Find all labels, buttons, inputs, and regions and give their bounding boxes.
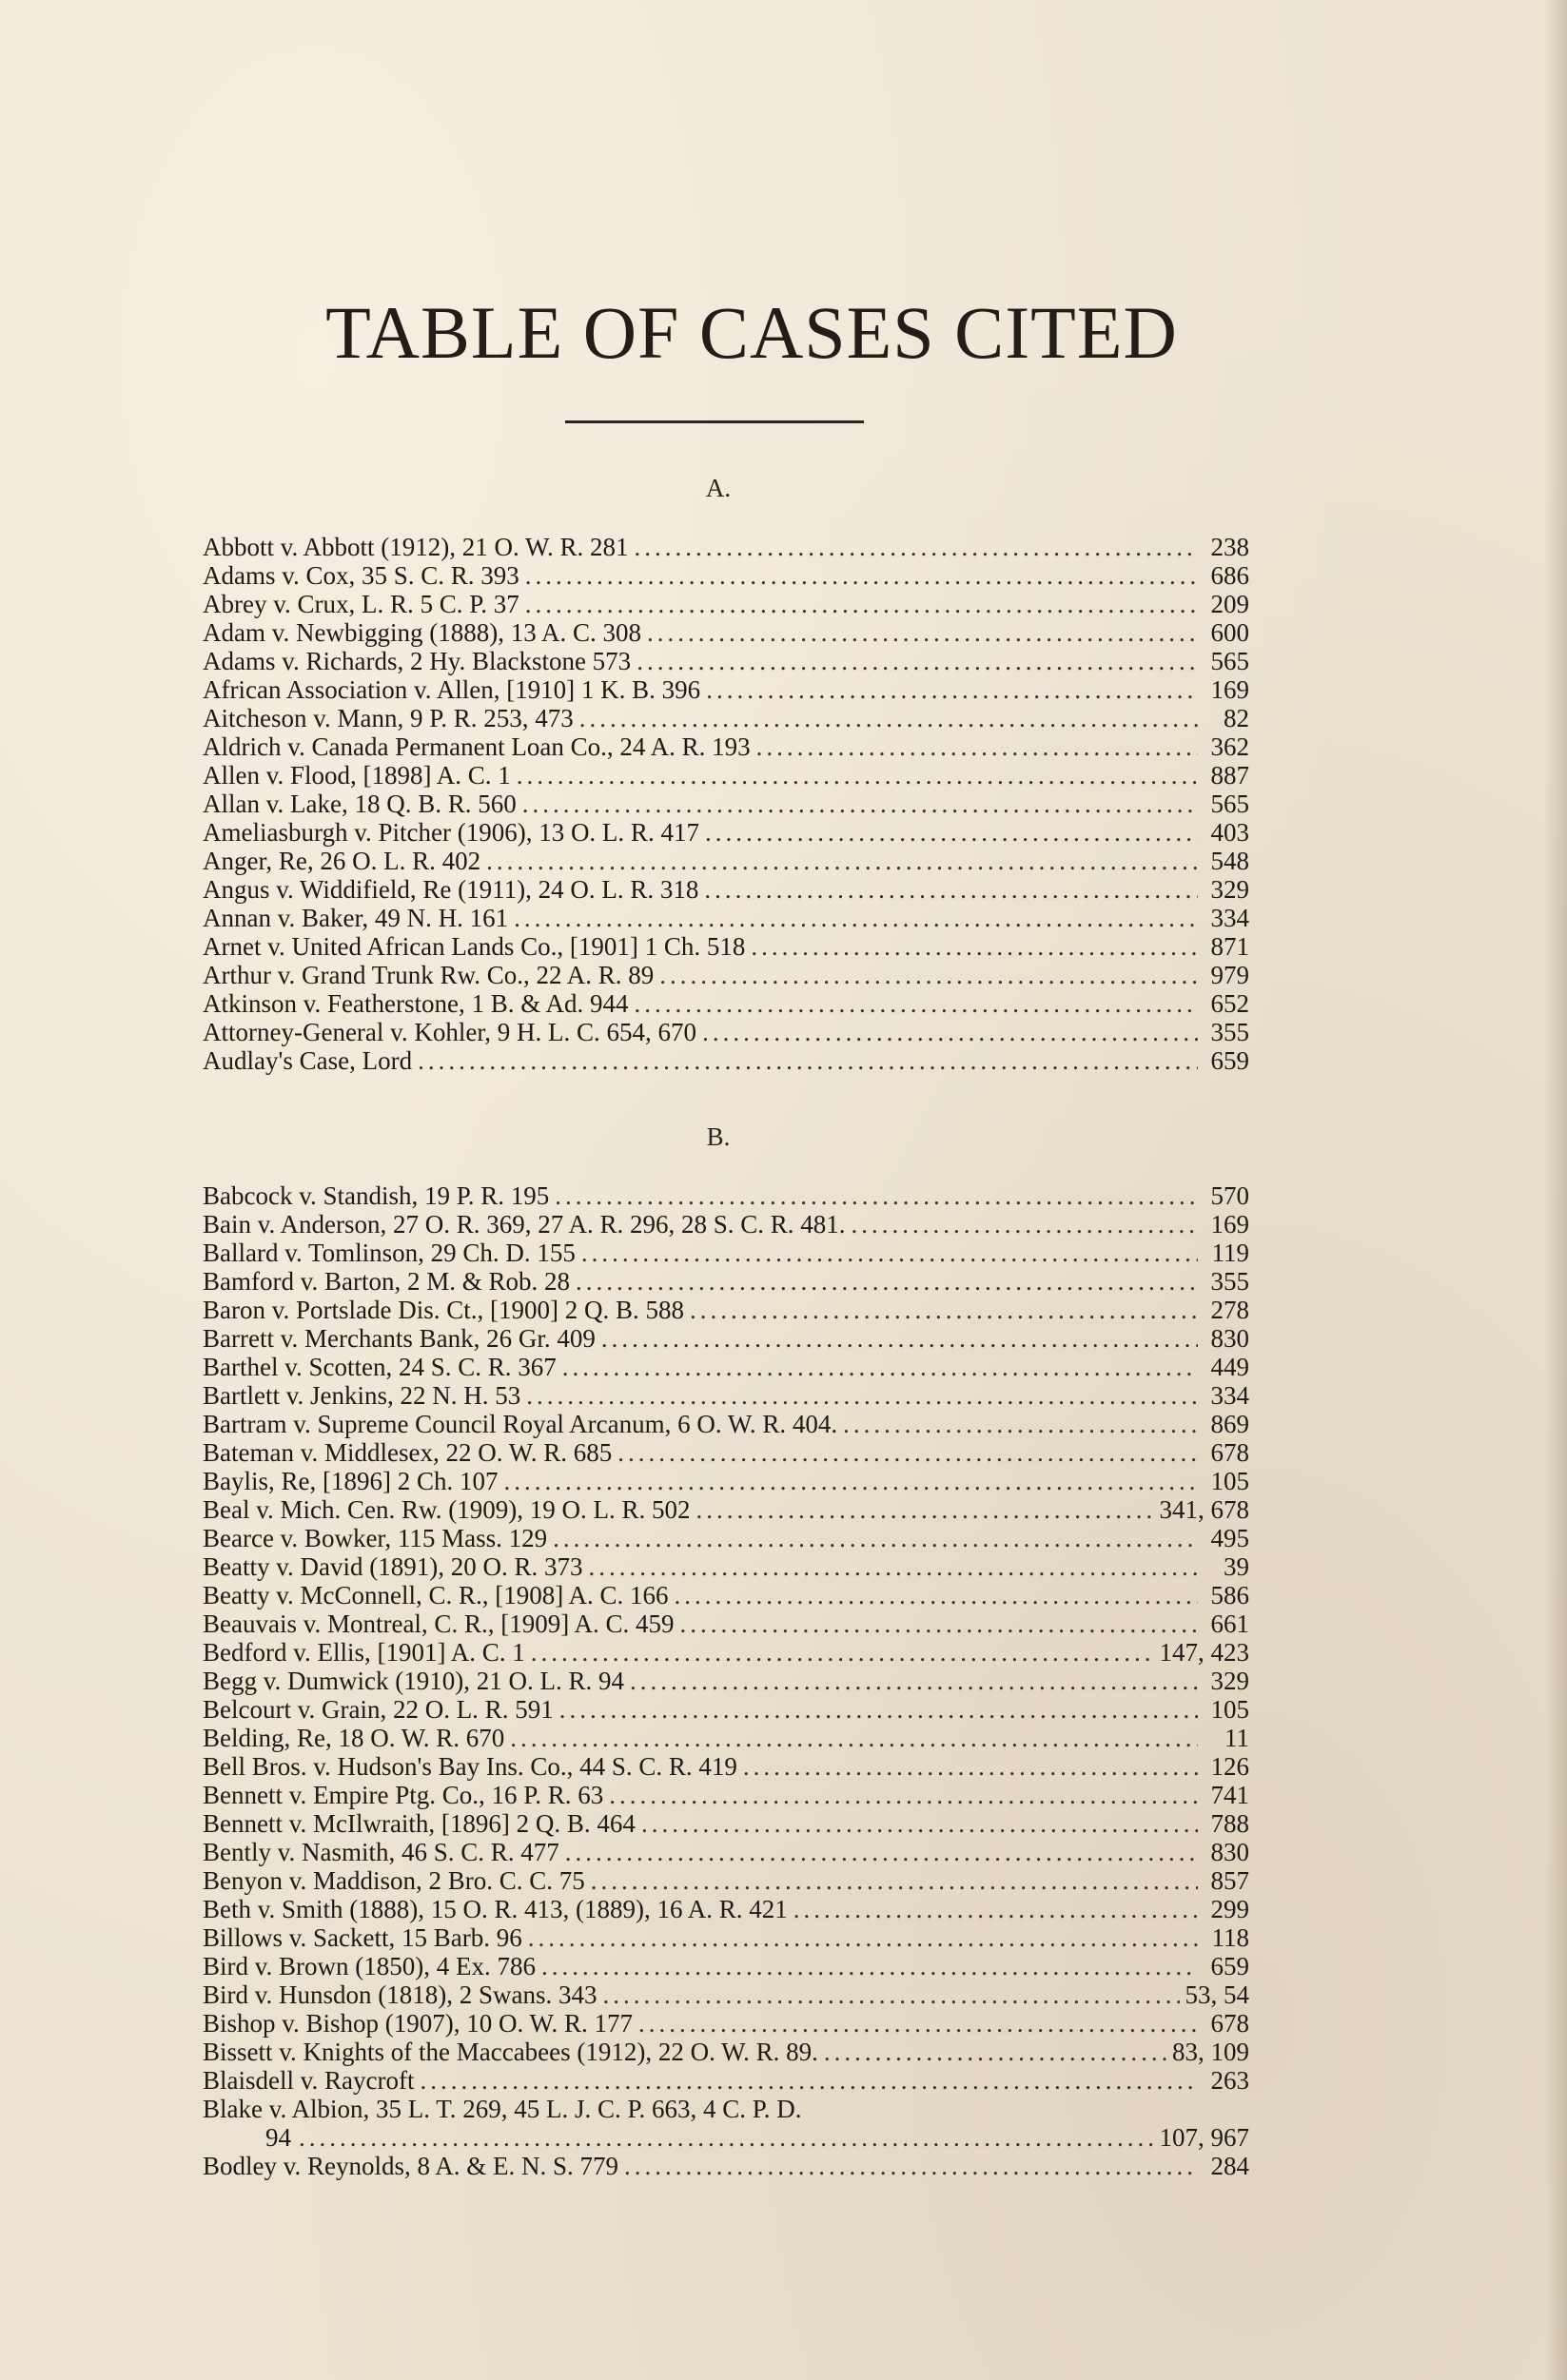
dot-leader [635, 533, 1198, 561]
case-citation: Bennett v. Empire Ptg. Co., 16 P. R. 63 [203, 1781, 604, 1809]
case-citation: Atkinson v. Featherstone, 1 B. & Ad. 944 [203, 989, 629, 1018]
page-reference: 788 [1210, 1809, 1249, 1838]
dot-leader [704, 875, 1198, 904]
case-entry [203, 1980, 1249, 2009]
page-reference: 678 [1210, 2009, 1249, 2038]
dot-leader [525, 590, 1198, 618]
case-entry [203, 1638, 1249, 1667]
dot-leader [603, 1980, 1180, 2009]
case-entry [203, 875, 1249, 904]
page-reference: 105 [1210, 1695, 1249, 1724]
dot-leader [525, 561, 1198, 590]
dot-leader [641, 1809, 1198, 1838]
case-entry [203, 2152, 1249, 2180]
page-reference: 830 [1210, 1324, 1249, 1353]
page-reference: 887 [1210, 761, 1249, 790]
dot-leader [299, 2123, 1154, 2152]
case-entry [203, 1724, 1249, 1752]
case-entry [203, 1524, 1249, 1552]
page-reference: 659 [1210, 1046, 1249, 1075]
case-entry [203, 1324, 1249, 1353]
case-citation: Adams v. Richards, 2 Hy. Blackstone 573 [203, 647, 632, 675]
dot-leader [555, 1181, 1198, 1210]
page-reference: 329 [1210, 1667, 1249, 1695]
case-entry [203, 533, 1249, 561]
page-reference: 741 [1210, 1781, 1249, 1809]
section-heading-b: B. [706, 1122, 731, 1151]
case-citation: Bennett v. McIlwraith, [1896] 2 Q. B. 464 [203, 1809, 636, 1838]
dot-leader [690, 1296, 1198, 1324]
case-entry [203, 1018, 1249, 1046]
case-entry [203, 2009, 1249, 2038]
case-citation: Baron v. Portslade Dis. Ct., [1900] 2 Q. B. 588 [203, 1296, 684, 1324]
case-entry [203, 1952, 1249, 1980]
dot-leader [559, 1695, 1198, 1724]
title-rule [565, 420, 864, 423]
page-reference: 403 [1210, 818, 1249, 847]
case-citation: Barthel v. Scotten, 24 S. C. R. 367 [203, 1353, 557, 1381]
dot-leader [514, 904, 1198, 932]
page-reference: 341, 678 [1159, 1495, 1249, 1524]
case-entry [203, 2038, 1249, 2066]
case-citation: Beal v. Mich. Cen. Rw. (1909), 19 O. L. R. 502 [203, 1495, 691, 1524]
case-entry [203, 1410, 1249, 1438]
page-reference: 979 [1210, 961, 1249, 989]
case-entry [203, 847, 1249, 875]
page-reference: 263 [1210, 2066, 1249, 2095]
page-reference: 278 [1210, 1296, 1249, 1324]
page-reference: 548 [1210, 847, 1249, 875]
case-citation: Blake v. Albion, 35 L. T. 269, 45 L. J. C. P. 663, 4 C. P. D. [203, 2095, 802, 2123]
page-reference: 238 [1210, 533, 1249, 561]
dot-leader [553, 1524, 1198, 1552]
page-reference: 299 [1210, 1895, 1249, 1923]
case-citation: Beauvais v. Montreal, C. R., [1909] A. C. 459 [203, 1609, 675, 1638]
case-citation: African Association v. Allen, [1910] 1 K. B. 396 [203, 675, 701, 704]
page-reference: 678 [1210, 1438, 1249, 1467]
case-entry [203, 761, 1249, 790]
page-reference: 661 [1210, 1609, 1249, 1638]
dot-leader [541, 1952, 1198, 1980]
case-entry [203, 1296, 1249, 1324]
dot-leader [418, 1046, 1198, 1075]
page-reference: 355 [1210, 1018, 1249, 1046]
page-reference: 105 [1210, 1467, 1249, 1495]
case-citation: Bateman v. Middlesex, 22 O. W. R. 685 [203, 1438, 613, 1467]
dot-leader [852, 1210, 1198, 1239]
case-citation: Bain v. Anderson, 27 O. R. 369, 27 A. R. 296, 28 S. C. R. 481. [203, 1210, 846, 1239]
dot-leader [706, 675, 1198, 704]
page-reference: 334 [1210, 904, 1249, 932]
case-entry [203, 1210, 1249, 1239]
case-citation: Blaisdell v. Raycroft [203, 2066, 415, 2095]
case-entry [203, 647, 1249, 675]
page-reference: 11 [1224, 1724, 1249, 1752]
case-citation: Audlay's Case, Lord [203, 1046, 413, 1075]
case-citation: Allen v. Flood, [1898] A. C. 1 [203, 761, 511, 790]
dot-leader [579, 704, 1198, 732]
page-reference: 570 [1210, 1181, 1249, 1210]
case-citation: Beatty v. David (1891), 20 O. R. 373 [203, 1552, 583, 1581]
case-entry [203, 561, 1249, 590]
case-entry [203, 989, 1249, 1018]
case-citation: Billows v. Sackett, 15 Barb. 96 [203, 1923, 522, 1952]
page-reference: 659 [1210, 1952, 1249, 1980]
case-citation: Bearce v. Bowker, 115 Mass. 129 [203, 1524, 548, 1552]
case-citation: Baylis, Re, [1896] 2 Ch. 107 [203, 1467, 499, 1495]
dot-leader [609, 1781, 1198, 1809]
case-entry [203, 1438, 1249, 1467]
case-citation: Bedford v. Ellis, [1901] A. C. 1 [203, 1638, 525, 1667]
case-entry [203, 790, 1249, 818]
case-entry [203, 1495, 1249, 1524]
case-citation: Beth v. Smith (1888), 15 O. R. 413, (1889), 16 A. R. 421 [203, 1895, 788, 1923]
dot-leader [751, 932, 1198, 961]
dot-leader [517, 761, 1198, 790]
case-citation: Begg v. Dumwick (1910), 21 O. L. R. 94 [203, 1667, 624, 1695]
page-reference: 169 [1210, 1210, 1249, 1239]
page-reference: 355 [1210, 1267, 1249, 1296]
case-entry [203, 1781, 1249, 1809]
dot-leader [591, 1866, 1198, 1895]
dot-leader [420, 2066, 1198, 2095]
page-reference: 119 [1211, 1239, 1249, 1267]
case-entry [203, 1581, 1249, 1609]
case-citation: Bell Bros. v. Hudson's Bay Ins. Co., 44 S. C. R. 419 [203, 1752, 737, 1781]
dot-leader [702, 1018, 1198, 1046]
case-citation: Barrett v. Merchants Bank, 26 Gr. 409 [203, 1324, 596, 1353]
case-entry [203, 932, 1249, 961]
page-reference: 565 [1210, 790, 1249, 818]
case-entry [203, 1809, 1249, 1838]
dot-leader [793, 1895, 1198, 1923]
case-entry [203, 1895, 1249, 1923]
case-citation: Benyon v. Maddison, 2 Bro. C. C. 75 [203, 1866, 585, 1895]
dot-leader [843, 1410, 1198, 1438]
page-reference: 83, 109 [1172, 2038, 1249, 2066]
case-entry [203, 590, 1249, 618]
case-entry [203, 675, 1249, 704]
case-entry [203, 961, 1249, 989]
case-citation: Aldrich v. Canada Permanent Loan Co., 24 A. R. 193 [203, 732, 751, 761]
case-citation: Bamford v. Barton, 2 M. & Rob. 28 [203, 1267, 570, 1296]
case-list-b [203, 1181, 1249, 2180]
page-reference: 284 [1210, 2152, 1249, 2180]
case-citation: Adam v. Newbigging (1888), 13 A. C. 308 [203, 618, 641, 647]
dot-leader [637, 647, 1198, 675]
page-reference: 118 [1211, 1923, 1249, 1952]
page-reference: 329 [1210, 875, 1249, 904]
case-entry [203, 1381, 1249, 1410]
case-citation: Bird v. Hunsdon (1818), 2 Swans. 343 [203, 1980, 597, 2009]
case-citation: Bird v. Brown (1850), 4 Ex. 786 [203, 1952, 536, 1980]
dot-leader [504, 1467, 1199, 1495]
case-entry [203, 1866, 1249, 1895]
dot-leader [531, 1638, 1154, 1667]
dot-leader [695, 1495, 1153, 1524]
dot-leader [581, 1239, 1198, 1267]
page-reference: 126 [1210, 1752, 1249, 1781]
case-citation: Arthur v. Grand Trunk Rw. Co., 22 A. R. 89 [203, 961, 655, 989]
case-citation: Anger, Re, 26 O. L. R. 402 [203, 847, 481, 875]
page-reference: 39 [1224, 1552, 1249, 1581]
dot-leader [526, 1381, 1198, 1410]
case-entry [203, 1838, 1249, 1866]
dot-leader [522, 790, 1198, 818]
case-entry [203, 1239, 1249, 1267]
case-citation: Bently v. Nasmith, 46 S. C. R. 477 [203, 1838, 559, 1866]
page-reference: 495 [1210, 1524, 1249, 1552]
dot-leader [617, 1438, 1198, 1467]
case-entry [203, 1752, 1249, 1781]
case-citation: Abrey v. Crux, L. R. 5 C. P. 37 [203, 590, 519, 618]
case-citation: Arnet v. United African Lands Co., [1901] 1 Ch. 518 [203, 932, 746, 961]
case-entry [203, 1181, 1249, 1210]
page-reference: 871 [1210, 932, 1249, 961]
page-reference: 869 [1210, 1410, 1249, 1438]
case-citation: Belding, Re, 18 O. W. R. 670 [203, 1724, 505, 1752]
case-citation: Bissett v. Knights of the Maccabees (1912), 22 O. W. R. 89. [203, 2038, 818, 2066]
case-citation: 94 [265, 2123, 291, 2152]
case-citation: Bartlett v. Jenkins, 22 N. H. 53 [203, 1381, 521, 1410]
case-entry [203, 2123, 1249, 2152]
case-entry [203, 2095, 1249, 2123]
dot-leader [624, 2152, 1198, 2180]
page-edge-shadow [1544, 0, 1567, 2380]
case-citation: Bishop v. Bishop (1907), 10 O. W. R. 177 [203, 2009, 634, 2038]
case-entry [203, 1923, 1249, 1952]
case-entry [203, 2066, 1249, 2095]
case-citation: Belcourt v. Grain, 22 O. L. R. 591 [203, 1695, 554, 1724]
dot-leader [634, 989, 1198, 1018]
dot-leader [510, 1724, 1198, 1752]
case-citation: Aitcheson v. Mann, 9 P. R. 253, 473 [203, 704, 574, 732]
case-entry [203, 818, 1249, 847]
page-reference: 209 [1210, 590, 1249, 618]
dot-leader [679, 1609, 1198, 1638]
case-citation: Babcock v. Standish, 19 P. R. 195 [203, 1181, 550, 1210]
page-reference: 586 [1210, 1581, 1249, 1609]
dot-leader [565, 1838, 1198, 1866]
dot-leader [630, 1667, 1198, 1695]
page-reference: 362 [1210, 732, 1249, 761]
case-citation: Bartram v. Supreme Council Royal Arcanum, 6 O. W. R. 404. [203, 1410, 838, 1438]
case-entry [203, 1267, 1249, 1296]
case-entry [203, 1695, 1249, 1724]
page-reference: 600 [1210, 618, 1249, 647]
dot-leader [743, 1752, 1198, 1781]
case-entry [203, 904, 1249, 932]
page-reference: 107, 967 [1159, 2123, 1249, 2152]
dot-leader [562, 1353, 1198, 1381]
dot-leader [659, 961, 1198, 989]
page-reference: 449 [1210, 1353, 1249, 1381]
dot-leader [824, 2038, 1166, 2066]
page-title: TABLE OF CASES CITED [325, 291, 1178, 374]
case-entry [203, 618, 1249, 647]
section-heading-a: A. [705, 474, 732, 502]
page-reference: 147, 423 [1159, 1638, 1249, 1667]
case-citation: Beatty v. McConnell, C. R., [1908] A. C. 166 [203, 1581, 669, 1609]
case-citation: Allan v. Lake, 18 Q. B. R. 560 [203, 790, 517, 818]
case-entry [203, 1552, 1249, 1581]
case-entry [203, 1353, 1249, 1381]
dot-leader [756, 732, 1198, 761]
case-citation: Annan v. Baker, 49 N. H. 161 [203, 904, 509, 932]
case-list-a [203, 533, 1249, 1075]
dot-leader [588, 1552, 1198, 1581]
case-citation: Abbott v. Abbott (1912), 21 O. W. R. 281 [203, 533, 629, 561]
page-reference: 652 [1210, 989, 1249, 1018]
case-entry [203, 1609, 1249, 1638]
dot-leader [601, 1324, 1198, 1353]
dot-leader [528, 1923, 1198, 1952]
dot-leader [638, 2009, 1198, 2038]
dot-leader [674, 1581, 1198, 1609]
page-reference: 857 [1210, 1866, 1249, 1895]
page-reference: 830 [1210, 1838, 1249, 1866]
case-entry [203, 1667, 1249, 1695]
dot-leader [647, 618, 1198, 647]
case-entry [203, 1467, 1249, 1495]
case-entry [203, 704, 1249, 732]
page-reference: 169 [1210, 675, 1249, 704]
page-reference: 53, 54 [1185, 1980, 1249, 2009]
case-entry [203, 732, 1249, 761]
dot-leader [576, 1267, 1198, 1296]
dot-leader [705, 818, 1198, 847]
case-citation: Bodley v. Reynolds, 8 A. & E. N. S. 779 [203, 2152, 619, 2180]
case-citation: Ballard v. Tomlinson, 29 Ch. D. 155 [203, 1239, 576, 1267]
dot-leader [486, 847, 1198, 875]
case-entry [203, 1046, 1249, 1075]
case-citation: Ameliasburgh v. Pitcher (1906), 13 O. L. R. 417 [203, 818, 699, 847]
case-citation: Adams v. Cox, 35 S. C. R. 393 [203, 561, 519, 590]
page-reference: 334 [1210, 1381, 1249, 1410]
page-reference: 686 [1210, 561, 1249, 590]
case-citation: Attorney-General v. Kohler, 9 H. L. C. 654, 670 [203, 1018, 697, 1046]
page-reference: 82 [1224, 704, 1249, 732]
page-reference: 565 [1210, 647, 1249, 675]
case-citation: Angus v. Widdifield, Re (1911), 24 O. L. R. 318 [203, 875, 699, 904]
